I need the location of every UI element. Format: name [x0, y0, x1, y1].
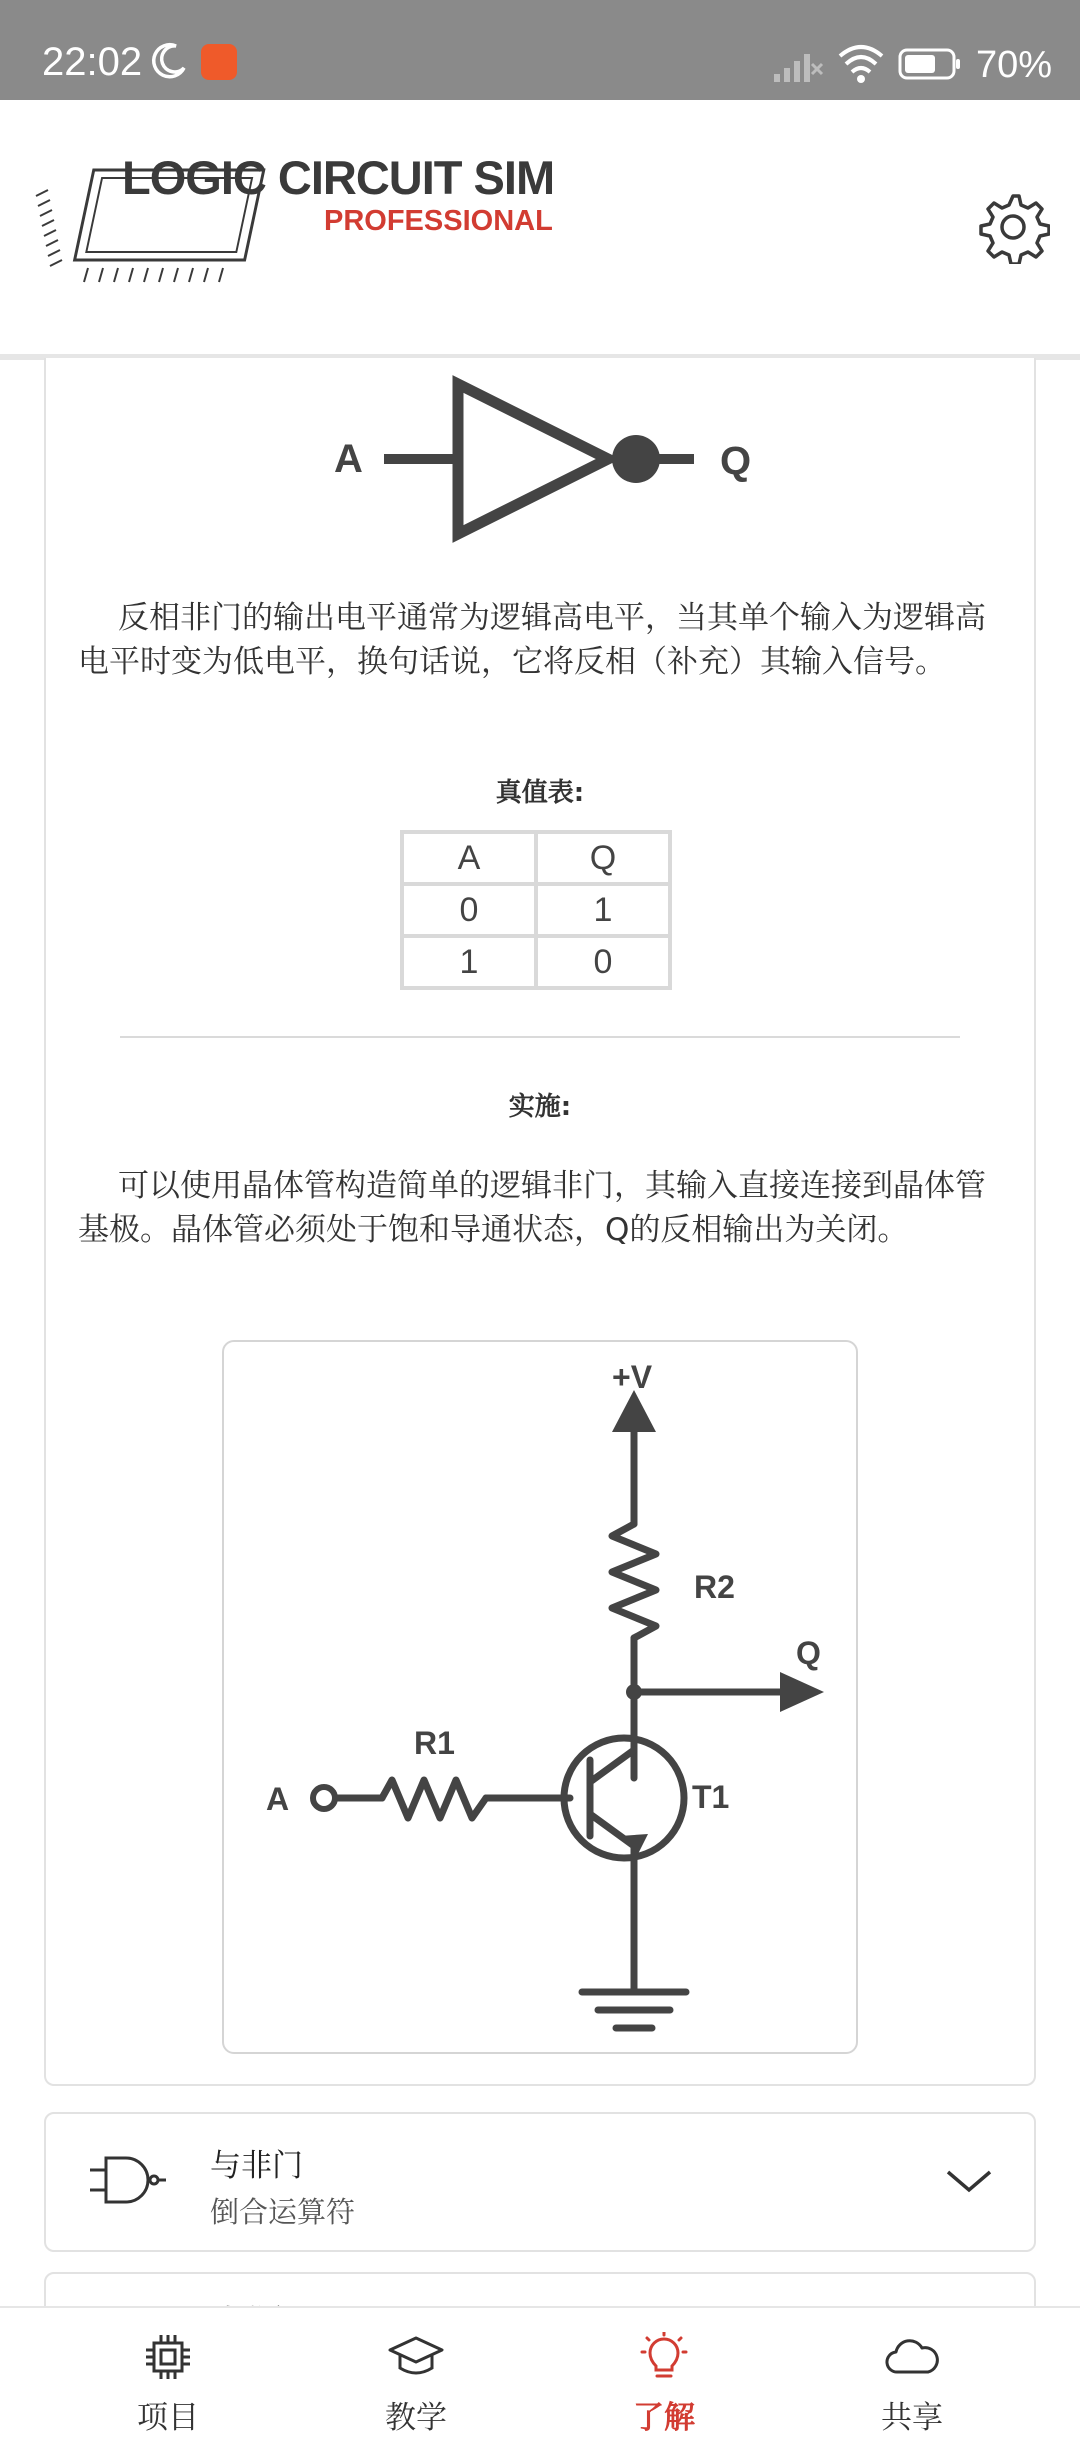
chip-icon [142, 2332, 194, 2382]
nav-label: 教学 [385, 2400, 447, 2436]
truth-table-cell: 0 [538, 938, 668, 986]
logo-subtitle: PROFESSIONAL [324, 205, 553, 237]
settings-gear-icon[interactable] [976, 190, 1050, 264]
list-item-title: 与非门 [210, 2148, 303, 2184]
list-item-nand-gate[interactable] [44, 2112, 1036, 2252]
battery-percent: 70% [975, 44, 1052, 86]
nand-gate-icon [88, 2150, 168, 2210]
r1-label: R1 [414, 1725, 455, 1761]
truth-table-header: A [404, 834, 534, 882]
nav-label: 共享 [881, 2400, 943, 2436]
section-divider [120, 1036, 960, 1038]
t1-label: T1 [692, 1779, 730, 1815]
wifi-icon [836, 42, 886, 84]
truth-table-cell: 0 [404, 886, 534, 934]
not-gate-symbol [328, 364, 768, 554]
a-label: A [266, 1781, 290, 1817]
nav-projects[interactable] [88, 2332, 248, 2437]
truth-table-header-row [404, 834, 668, 882]
not-output-label: Q [720, 439, 752, 483]
status-bar [0, 0, 1080, 100]
nav-share[interactable] [832, 2332, 992, 2437]
signal-icon [772, 44, 824, 84]
transistor-circuit-diagram [222, 1340, 858, 2054]
nav-label: 了解 [633, 2400, 695, 2436]
logo-title: LOGIC CIRCUIT SIM [122, 151, 555, 204]
app-notification-icon [201, 44, 237, 80]
r2-label: R2 [694, 1569, 735, 1605]
q-label: Q [796, 1635, 821, 1671]
implementation-text: 可以使用晶体管构造简单的逻辑非门，其输入直接连接到晶体管基极。晶体管必须处于饱和导通状态，Q的反相输出为关闭。 [78, 1168, 986, 1248]
implementation-title: 实施: [508, 1092, 572, 1122]
cloud-icon [882, 2332, 942, 2382]
nav-label: 项目 [137, 2400, 199, 2436]
truth-table-row [404, 886, 668, 934]
truth-table [400, 830, 672, 990]
lightbulb-icon [636, 2332, 692, 2382]
vcc-label: +V [612, 1359, 653, 1395]
nav-learn[interactable] [584, 2332, 744, 2437]
chevron-down-icon[interactable] [944, 2166, 994, 2196]
truth-table-cell: 1 [404, 938, 534, 986]
battery-icon [898, 48, 962, 80]
do-not-disturb-icon [150, 40, 190, 80]
circuit-svg [224, 1342, 856, 2052]
graduation-cap-icon [388, 2332, 444, 2382]
not-input-label: A [334, 437, 363, 481]
nav-tutorial[interactable] [336, 2332, 496, 2437]
truth-table-title: 真值表: [495, 778, 585, 808]
list-item-subtitle: 倒合运算符 [210, 2195, 356, 2229]
not-gate-description: 反相非门的输出电平通常为逻辑高电平，当其单个输入为逻辑高电平时变为低电平，换句话说，它将反相（补充）其输入信号。 [78, 600, 986, 680]
truth-table-cell: 1 [538, 886, 668, 934]
truth-table-header: Q [538, 834, 668, 882]
truth-table-row [404, 938, 668, 986]
status-time: 22:02 [42, 40, 143, 84]
